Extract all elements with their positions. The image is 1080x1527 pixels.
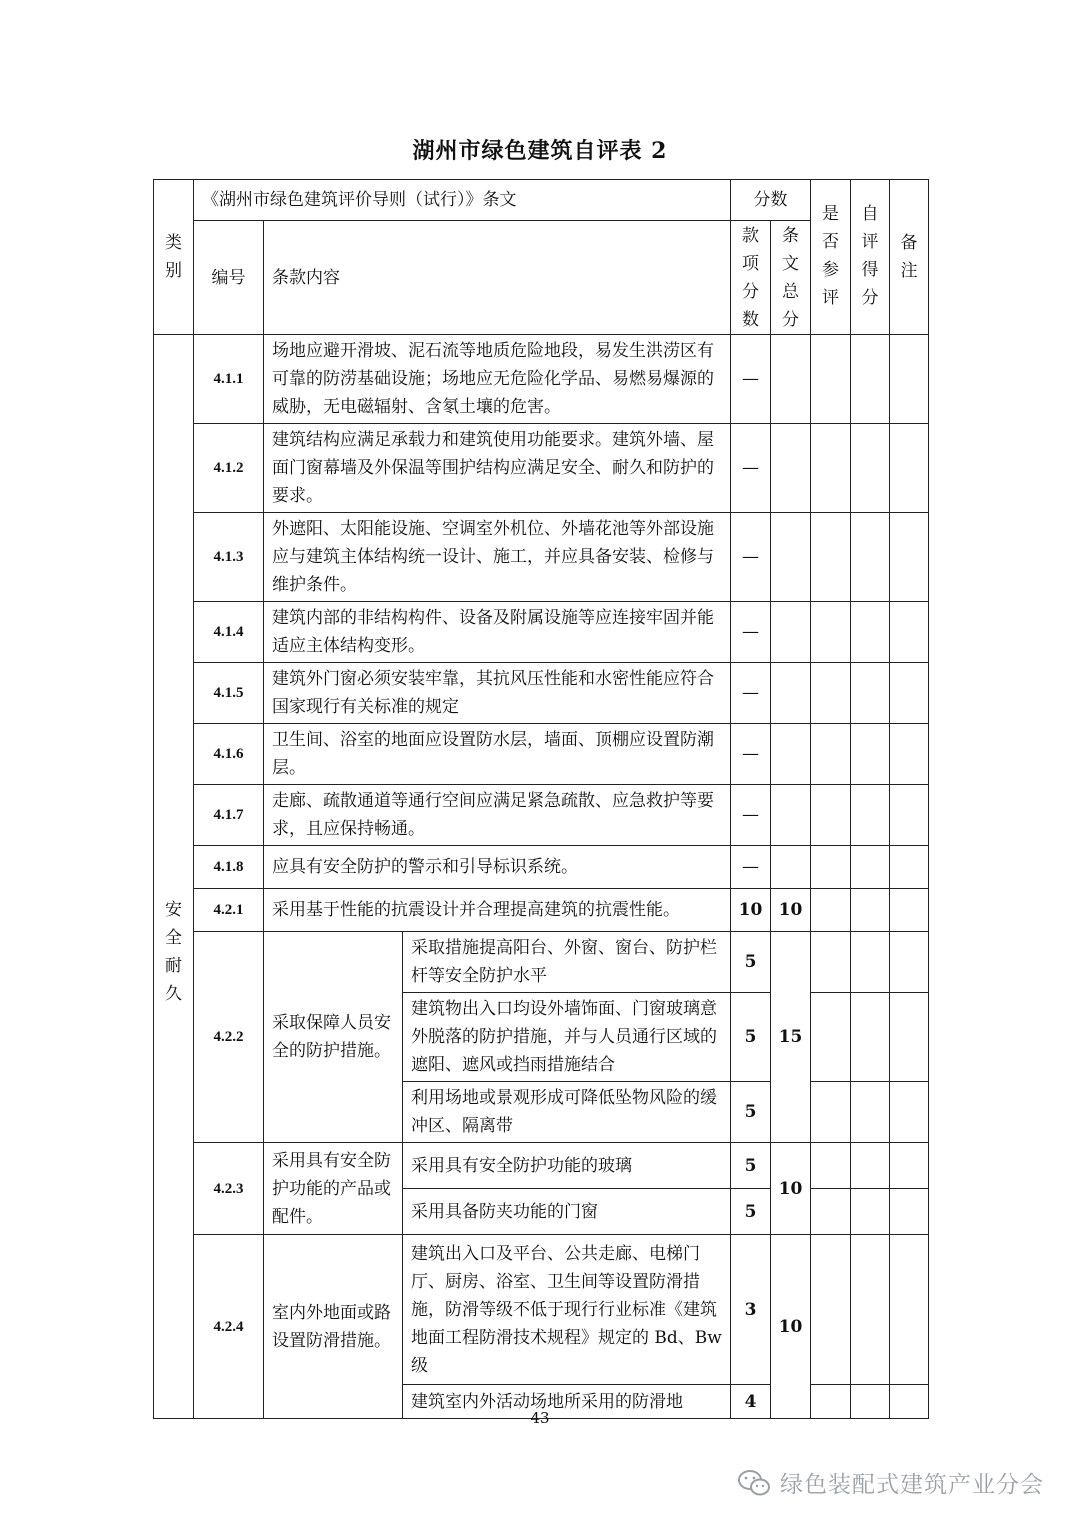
- table-row: [154, 846, 929, 889]
- is-evaluated-cell[interactable]: [811, 335, 851, 424]
- item-score: —: [731, 335, 771, 424]
- self-score-cell[interactable]: [851, 889, 890, 932]
- clause-code: 4.1.6: [194, 724, 264, 785]
- clause-content: 采用具有安全防护功能的产品或配件。: [264, 1143, 403, 1235]
- item-score-header: 款 项 分 数: [731, 221, 771, 335]
- remarks-cell[interactable]: [890, 889, 929, 932]
- clause-content: 采取保障人员安全的防护措施。: [264, 932, 403, 1143]
- guide-header: 《湖州市绿色建筑评价导则（试行）》条文: [194, 180, 731, 221]
- is-evaluated-cell[interactable]: [811, 513, 851, 602]
- remarks-cell[interactable]: [890, 335, 929, 424]
- is-evaluated-cell[interactable]: [811, 1082, 851, 1143]
- self-score-cell[interactable]: [851, 1082, 890, 1143]
- table-row: [154, 663, 929, 724]
- table-row: [154, 785, 929, 846]
- total-score: [771, 846, 811, 889]
- item-score: —: [731, 513, 771, 602]
- total-score: [771, 335, 811, 424]
- remarks-cell[interactable]: [890, 1082, 929, 1143]
- total-score: [771, 663, 811, 724]
- total-score: 10: [771, 1235, 811, 1419]
- item-score: —: [731, 785, 771, 846]
- item-score: —: [731, 424, 771, 513]
- is-evaluated-cell[interactable]: [811, 846, 851, 889]
- clause-code: 4.1.8: [194, 846, 264, 889]
- remarks-cell[interactable]: [890, 1143, 929, 1189]
- remarks-cell[interactable]: [890, 1189, 929, 1235]
- sub-item-content: 利用场地或景观形成可降低坠物风险的缓冲区、隔离带: [403, 1082, 731, 1143]
- item-score: 5: [731, 1189, 771, 1235]
- table-row: [154, 932, 929, 993]
- table-row: [154, 1235, 929, 1385]
- remarks-cell[interactable]: [890, 724, 929, 785]
- table-row: [154, 724, 929, 785]
- table-row: [154, 513, 929, 602]
- is-evaluated-cell[interactable]: [811, 1143, 851, 1189]
- table-row: [154, 602, 929, 663]
- remarks-cell[interactable]: [890, 1235, 929, 1385]
- self-score-cell[interactable]: [851, 932, 890, 993]
- item-score: 5: [731, 993, 771, 1082]
- content-header: 条款内容: [264, 221, 731, 335]
- score-header: 分数: [731, 180, 811, 221]
- table-row: [154, 1143, 929, 1189]
- remarks-cell[interactable]: [890, 513, 929, 602]
- page-number: 43: [530, 1409, 550, 1427]
- total-score: [771, 602, 811, 663]
- self-score-cell[interactable]: [851, 513, 890, 602]
- total-score: 10: [771, 1143, 811, 1235]
- item-score: —: [731, 846, 771, 889]
- page-title: 湖州市绿色建筑自评表 2: [412, 138, 668, 164]
- self-score-cell[interactable]: [851, 993, 890, 1082]
- clause-content: 室内外地面或路设置防滑措施。: [264, 1235, 403, 1419]
- clause-content: 场地应避开滑坡、泥石流等地质危险地段，易发生洪涝区有可靠的防涝基础设施；场地应无危险化学品、易燃易爆源的威胁，无电磁辐射、含氡土壤的危害。: [264, 335, 731, 424]
- remarks-cell[interactable]: [890, 424, 929, 513]
- clause-content: 采用基于性能的抗震设计并合理提高建筑的抗震性能。: [264, 889, 731, 932]
- is-evaluated-cell[interactable]: [811, 932, 851, 993]
- clause-content: 建筑外门窗必须安装牢靠，其抗风压性能和水密性能应符合国家现行有关标准的规定: [264, 663, 731, 724]
- self-score-cell[interactable]: [851, 1143, 890, 1189]
- self-score-cell[interactable]: [851, 724, 890, 785]
- is-evaluated-cell[interactable]: [811, 1189, 851, 1235]
- table-row: [154, 889, 929, 932]
- self-score-cell[interactable]: [851, 602, 890, 663]
- clause-content: 建筑结构应满足承载力和建筑使用功能要求。建筑外墙、屋面门窗幕墙及外保温等围护结构应满足安全、耐久和防护的要求。: [264, 424, 731, 513]
- clause-code: 4.2.3: [194, 1143, 264, 1235]
- self-score-cell[interactable]: [851, 335, 890, 424]
- sub-item-content: 建筑物出入口均设外墙饰面、门窗玻璃意外脱落的防护措施，并与人员通行区域的遮阳、遮风或挡雨措施结合: [403, 993, 731, 1082]
- self-evaluation-table: [153, 179, 929, 1419]
- self-score-cell[interactable]: [851, 785, 890, 846]
- self-score-cell[interactable]: [851, 1189, 890, 1235]
- category-label: 安 全 耐 久: [165, 899, 182, 1004]
- item-score: 5: [731, 932, 771, 993]
- clause-content: 建筑内部的非结构构件、设备及附属设施等应连接牢固并能适应主体结构变形。: [264, 602, 731, 663]
- clause-code: 4.1.5: [194, 663, 264, 724]
- clause-content: 应具有安全防护的警示和引导标识系统。: [264, 846, 731, 889]
- wechat-icon: [736, 1468, 772, 1498]
- sub-item-content: 采取措施提高阳台、外窗、窗台、防护栏杆等安全防护水平: [403, 932, 731, 993]
- clause-content: 走廊、疏散通道等通行空间应满足紧急疏散、应急救护等要求，且应保持畅通。: [264, 785, 731, 846]
- is-evaluated-cell[interactable]: [811, 724, 851, 785]
- watermark: [736, 1466, 1044, 1499]
- total-score: [771, 513, 811, 602]
- remarks-cell[interactable]: [890, 663, 929, 724]
- sub-item-content: 建筑出入口及平台、公共走廊、电梯门厅、厨房、浴室、卫生间等设置防滑措施，防滑等级不低于现行行业标准《建筑地面工程防滑技术规程》规定的 Bd、Bw 级: [403, 1235, 731, 1385]
- clause-code: 4.1.2: [194, 424, 264, 513]
- self-score-cell[interactable]: [851, 846, 890, 889]
- remarks-header: 备 注: [890, 180, 929, 335]
- self-score-cell[interactable]: [851, 663, 890, 724]
- clause-code: 4.1.4: [194, 602, 264, 663]
- clause-content: 卫生间、浴室的地面应设置防水层，墙面、顶棚应设置防潮层。: [264, 724, 731, 785]
- item-score: 5: [731, 1143, 771, 1189]
- item-score: 10: [731, 889, 771, 932]
- total-score: [771, 724, 811, 785]
- clause-code: 4.2.4: [194, 1235, 264, 1419]
- total-score: 15: [771, 932, 811, 1143]
- item-score: 3: [731, 1235, 771, 1385]
- self-score-cell[interactable]: [851, 1235, 890, 1385]
- clause-code: 4.1.3: [194, 513, 264, 602]
- category-cell: [154, 335, 194, 1419]
- remarks-cell[interactable]: [890, 993, 929, 1082]
- is-evaluated-cell[interactable]: [811, 889, 851, 932]
- is-evaluated-cell[interactable]: [811, 602, 851, 663]
- sub-item-content: 采用具有安全防护功能的玻璃: [403, 1143, 731, 1189]
- category-header: 类 别: [154, 180, 194, 335]
- clause-code: 4.2.2: [194, 932, 264, 1143]
- total-score: [771, 785, 811, 846]
- clause-code: 4.2.1: [194, 889, 264, 932]
- code-header: 编号: [194, 221, 264, 335]
- self-score-cell[interactable]: [851, 424, 890, 513]
- remarks-cell[interactable]: [890, 602, 929, 663]
- total-score: 10: [771, 889, 811, 932]
- watermark-text: 绿色装配式建筑产业分会: [780, 1472, 1044, 1498]
- self-score-header: 自 评 得 分: [851, 180, 890, 335]
- sub-item-content: 建筑室内外活动场地所采用的防滑地: [403, 1385, 731, 1419]
- is-evaluated-header: 是 否 参 评: [811, 180, 851, 335]
- table-row: [154, 424, 929, 513]
- total-score-header: 条 文 总 分: [771, 221, 811, 335]
- clause-code: 4.1.7: [194, 785, 264, 846]
- table-row: [154, 335, 929, 424]
- is-evaluated-cell[interactable]: [811, 1235, 851, 1385]
- item-score: —: [731, 663, 771, 724]
- item-score: 5: [731, 1082, 771, 1143]
- is-evaluated-cell[interactable]: [811, 785, 851, 846]
- is-evaluated-cell[interactable]: [811, 993, 851, 1082]
- sub-item-content: 采用具备防夹功能的门窗: [403, 1189, 731, 1235]
- clause-content: 外遮阳、太阳能设施、空调室外机位、外墙花池等外部设施应与建筑主体结构统一设计、施工，并应具备安装、检修与维护条件。: [264, 513, 731, 602]
- item-score: —: [731, 724, 771, 785]
- remarks-cell[interactable]: [890, 785, 929, 846]
- is-evaluated-cell[interactable]: [811, 663, 851, 724]
- is-evaluated-cell[interactable]: [811, 424, 851, 513]
- clause-code: 4.1.1: [194, 335, 264, 424]
- item-score: 4: [731, 1385, 771, 1419]
- total-score: [771, 424, 811, 513]
- remarks-cell[interactable]: [890, 846, 929, 889]
- item-score: —: [731, 602, 771, 663]
- remarks-cell[interactable]: [890, 932, 929, 993]
